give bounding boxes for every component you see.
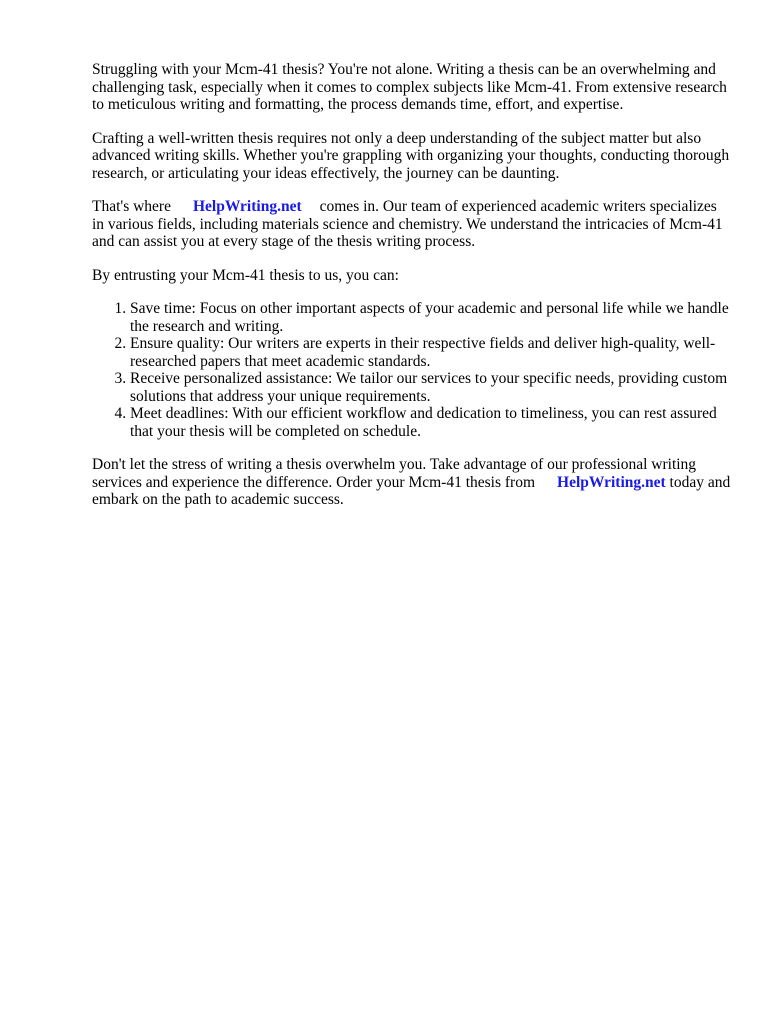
intro-paragraph: Struggling with your Mcm-41 thesis? You're not alone. Writing a thesis can be an overwhelming and challenging task, especially when it comes to complex subjects like Mcm-41. From extensive research to meticulous writing and formatting, the process demands time, effort, and expertise. [92,61,727,113]
helpwriting-link[interactable]: HelpWriting.net [192,198,302,215]
benefits-list [92,300,732,440]
document-body [92,61,732,525]
skills-paragraph: Crafting a well-written thesis requires not only a deep understanding of the subject matter but also advanced writing skills. Whether you're grappling with organizing your thoughts, conducting thorough research, or articulating your ideas effectively, the journey can be daunting. [92,129,730,182]
helpwriting-link-closing[interactable]: HelpWriting.net [557,473,666,491]
benefit-item-save-time: 1. Save time: Focus on other important aspects of your academic and personal life while we handle the research and writing. [130,300,732,335]
closing-text-after: today and embark on the path to academic success. [92,473,731,508]
closing-paragraph [92,456,732,509]
benefit-item-personalized: 3. Receive personalized assistance: We tailor our services to your specific needs, providing custom solutions that address your unique requirements. [130,370,732,405]
benefit-item-deadlines: 4. Meet deadlines: With our efficient workflow and dedication to timeliness, you can rest assured that your thesis will be completed on schedule. [130,405,732,440]
closing-text-before: Don't let the stress of writing a thesis overwhelm you. Take advantage of our professional writing services and experience the difference. Order your Mcm-41 thesis from [92,456,697,491]
service-text-before: That's where [92,198,171,215]
service-text-after: comes in. Our team of experienced academic writers specializes in various fields, including materials science and chemistry. We understand the intricacies of Mcm-41 and can assist you at every stage of the thesis writing process. [92,198,723,250]
service-paragraph [92,198,732,251]
entrust-paragraph: By entrusting your Mcm-41 thesis to us, you can: [92,266,399,284]
benefit-item-quality: 2. Ensure quality: Our writers are experts in their respective fields and deliver high-quality, well-researched papers that meet academic standards. [130,335,732,370]
